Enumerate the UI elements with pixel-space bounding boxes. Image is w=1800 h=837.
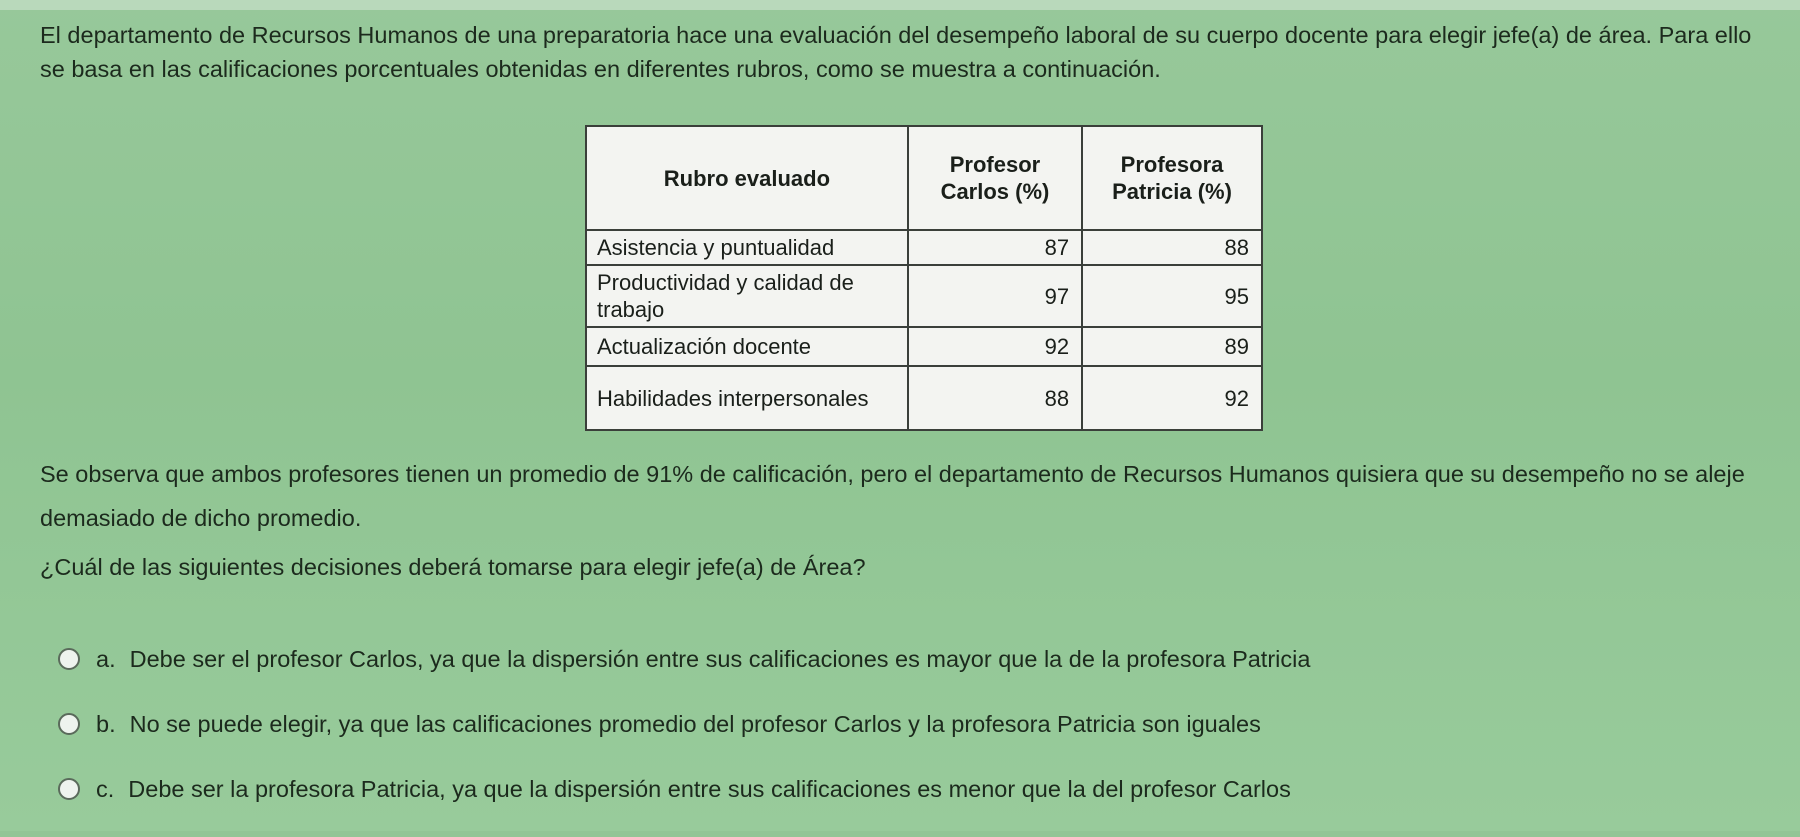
question-text: ¿Cuál de las siguientes decisiones deberá tomarse para elegir jefe(a) de Área?	[40, 554, 866, 580]
patricia-cell: 92	[1082, 366, 1262, 430]
table-row	[586, 265, 1262, 327]
table-row	[586, 327, 1262, 366]
top-band	[0, 0, 1800, 10]
intro-text: El departamento de Recursos Humanos de una preparatoria hace una evaluación del desempeño laboral de su cuerpo docente para elegir jefe(a) de área. Para ello se basa en las calificaciones porcentuales obtenidas en diferentes rubros, como se muestra a continuación.	[40, 22, 1752, 82]
option-c[interactable]	[58, 772, 1310, 806]
table-row	[586, 366, 1262, 430]
option-letter: c.	[96, 775, 115, 802]
carlos-cell: 92	[908, 327, 1082, 366]
rubro-cell: Productividad y calidad de trabajo	[586, 265, 908, 327]
patricia-cell: 88	[1082, 230, 1262, 265]
header-carlos: Profesor Carlos (%)	[908, 126, 1082, 230]
rubro-cell: Habilidades interpersonales	[586, 366, 908, 430]
option-label: Debe ser el profesor Carlos, ya que la dispersión entre sus calificaciones es mayor que la de la profesora Patricia	[129, 645, 1311, 672]
carlos-cell: 88	[908, 366, 1082, 430]
header-patricia: Profesora Patricia (%)	[1082, 126, 1262, 230]
option-b[interactable]	[58, 707, 1310, 741]
note-text: Se observa que ambos profesores tienen un promedio de 91% de calificación, pero el departamento de Recursos Humanos quisiera que su desempeño no se aleje demasiado de dicho promedio.	[40, 461, 1745, 531]
rubro-cell: Actualización docente	[586, 327, 908, 366]
grades-table	[585, 125, 1263, 431]
option-label: No se puede elegir, ya que las calificaciones promedio del profesor Carlos y la profesora Patricia son iguales	[129, 710, 1261, 737]
radio-button-a[interactable]	[58, 648, 80, 670]
carlos-cell: 97	[908, 265, 1082, 327]
option-letter: a.	[96, 645, 116, 672]
rubro-cell: Asistencia y puntualidad	[586, 230, 908, 265]
answer-options	[58, 642, 1310, 837]
option-label: Debe ser la profesora Patricia, ya que la dispersión entre sus calificaciones es menor que la del profesor Carlos	[128, 775, 1291, 802]
patricia-cell: 95	[1082, 265, 1262, 327]
patricia-cell: 89	[1082, 327, 1262, 366]
table-row	[586, 230, 1262, 265]
radio-button-b[interactable]	[58, 713, 80, 735]
option-letter: b.	[96, 710, 116, 737]
radio-button-c[interactable]	[58, 778, 80, 800]
carlos-cell: 87	[908, 230, 1082, 265]
option-a[interactable]	[58, 642, 1310, 676]
table-header-row	[586, 126, 1262, 230]
header-rubro: Rubro evaluado	[586, 126, 908, 230]
